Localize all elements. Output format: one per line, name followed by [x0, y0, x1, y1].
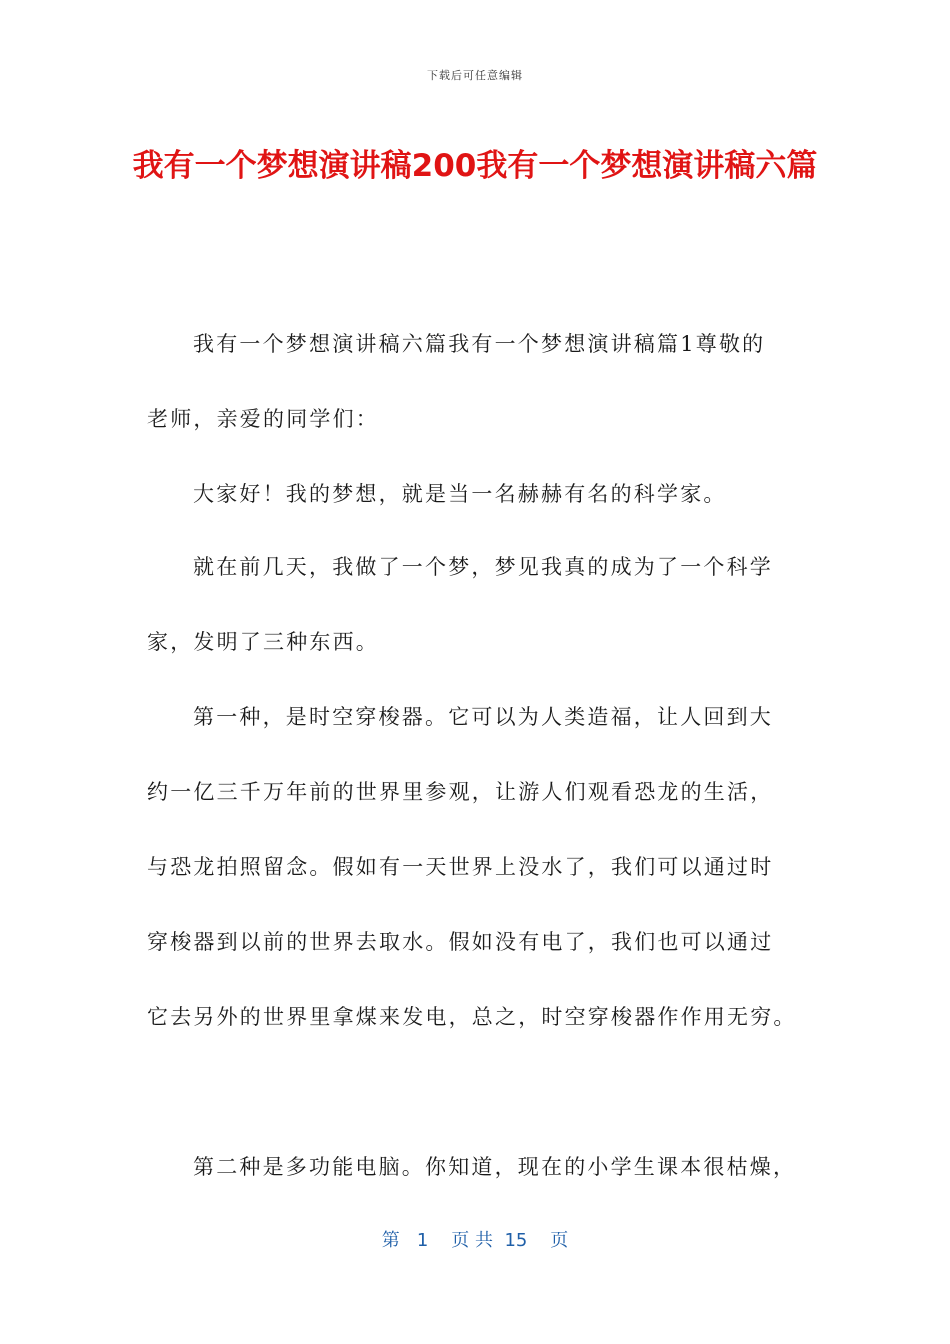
- paragraph-1: [147, 307, 807, 457]
- paragraph-line: 我有一个梦想演讲稿六篇我有一个梦想演讲稿篇1尊敬的: [193, 332, 766, 356]
- paragraph-4: [147, 680, 807, 1055]
- paragraph-line: 老师，亲爱的同学们：: [147, 407, 379, 431]
- document-title: 我有一个梦想演讲稿200我有一个梦想演讲稿六篇: [132, 148, 818, 184]
- header-note: 下载后可任意编辑: [427, 69, 523, 82]
- page-footer: [0, 1226, 950, 1252]
- footer-prefix: 第: [381, 1230, 400, 1251]
- paragraph-line: 约一亿三千万年前的世界里参观，让游人们观看恐龙的生活，: [147, 780, 774, 804]
- paragraph-line: 大家好！我的梦想，就是当一名赫赫有名的科学家。: [193, 482, 727, 506]
- paragraph-line: 就在前几天，我做了一个梦，梦见我真的成为了一个科学: [193, 555, 773, 579]
- footer-suffix: 页: [550, 1230, 569, 1251]
- paragraph-line: 第一种，是时空穿梭器。它可以为人类造福，让人回到大: [193, 705, 773, 729]
- paragraph-line: 与恐龙拍照留念。假如有一天世界上没水了，我们可以通过时: [147, 855, 774, 879]
- footer-current-page: 1: [416, 1230, 429, 1251]
- footer-middle: 页 共: [451, 1230, 493, 1251]
- paragraph-3: [147, 530, 807, 680]
- paragraph-line: 家，发明了三种东西。: [147, 630, 379, 654]
- paragraph-line: 穿梭器到以前的世界去取水。假如没有电了，我们也可以通过: [147, 930, 774, 954]
- footer-total-pages: 15: [504, 1230, 528, 1251]
- paragraph-line: 第二种是多功能电脑。你知道，现在的小学生课本很枯燥，: [193, 1155, 797, 1179]
- paragraph-2: [147, 457, 807, 532]
- paragraph-5: [147, 1130, 807, 1205]
- paragraph-line: 它去另外的世界里拿煤来发电，总之，时空穿梭器作作用无穷。: [147, 1005, 797, 1029]
